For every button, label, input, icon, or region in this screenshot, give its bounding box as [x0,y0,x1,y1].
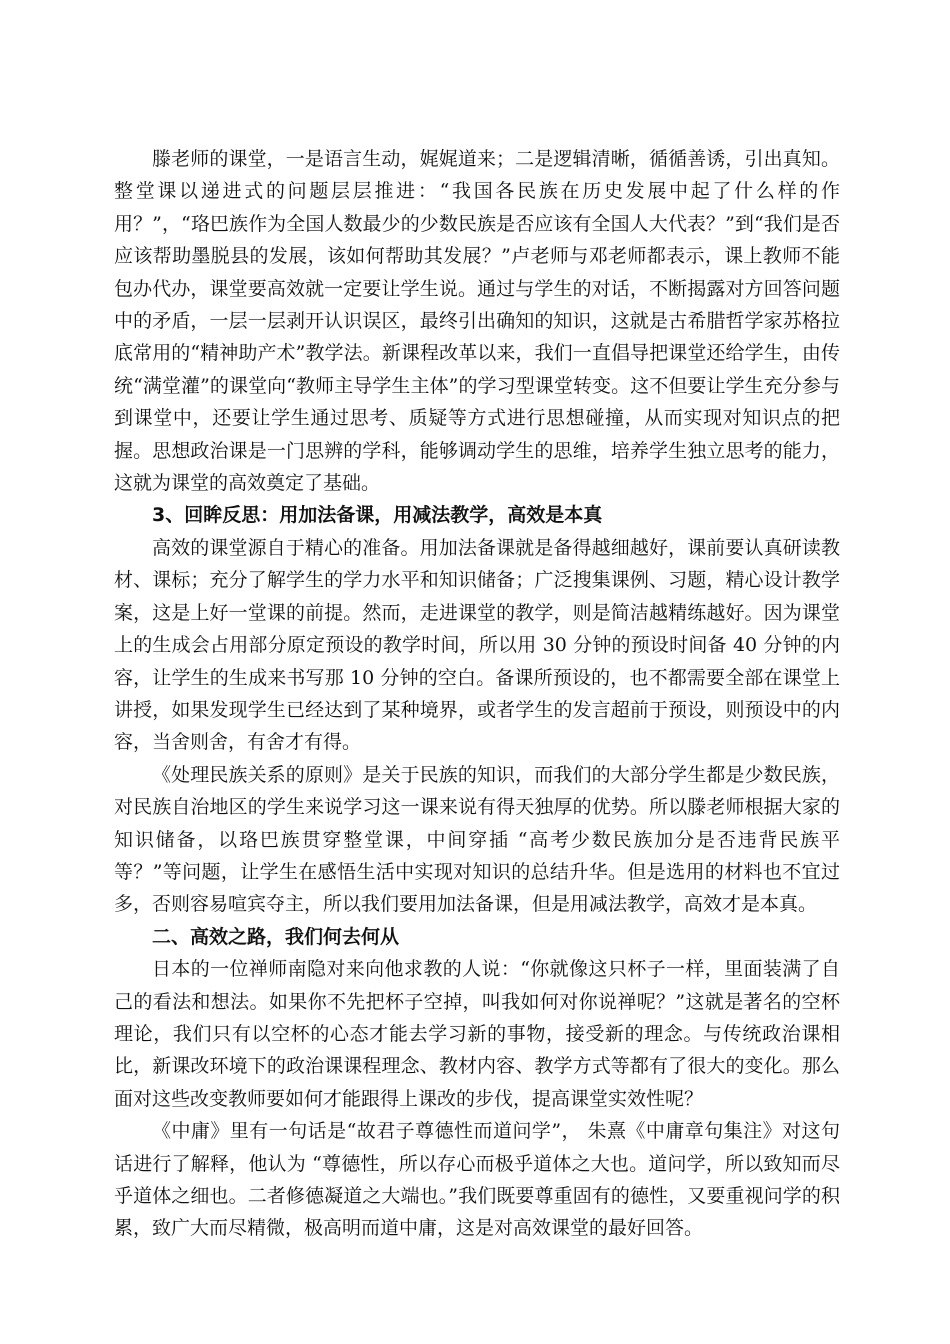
section-heading-reflection: 3、回眸反思：用加法备课，用减法教学，高效是本真 [152,504,603,527]
paragraph-lesson-preparation: 高效的课堂源自于精心的准备。用加法备课就是备得越细越好，课前要认真研读教材、课标；充分了解学生的学力水平和知识储备；广泛搜集课例、习题，精心设计教学案，这是上好一堂课的前提。然而，走进课堂的教学，则是简洁越精练越好。因为课堂上的生成会占用部分原定预设的教学时间，所以用 30 分钟的预设时间备 40 分钟的内容，让学生的生成来书写那 10 分钟的空白。备课所预设的，也不都需要全部在课堂上讲授，如果发现学生已经达到了某种境界，或者学生的发言超前于预设，则预设中的内容，当舍则舍，有舍才有得。 [114,536,840,754]
paragraph-classroom-dialogue: 滕老师的课堂，一是语言生动，娓娓道来；二是逻辑清晰，循循善诱，引出真知。整堂课以递进式的问题层层推进：“我国各民族在历史发展中起了什么样的作用？”，“珞巴族作为全国人数最少的少数民族是否应该有全国人大代表？”到“我们是否应该帮助墨脱县的发展，该如何帮助其发展？”卢老师与邓老师都表示，课上教师不能包办代办，课堂要高效就一定要让学生说。通过与学生的对话，不断揭露对方回答问题中的矛盾，一层一层剥开认识误区，最终引出确知的知识，这就是古希腊哲学家苏格拉底常用的“精神助产术”教学法。新课程改革以来，我们一直倡导把课堂还给学生，由传统“满堂灌”的课堂向“教师主导学生主体”的学习型课堂转变。这不但要让学生充分参与到课堂中，还要让学生通过思考、质疑等方式进行思想碰撞，从而实现对知识点的把握。思想政治课是一门思辨的学科，能够调动学生的思维，培养学生独立思考的能力，这就为课堂的高效奠定了基础。 [114,148,840,495]
paragraph-zhongyong: 《中庸》里有一句话是“故君子尊德性而道问学”， 朱熹《中庸章句集注》对这句话进行了解释，他认为 “尊德性，所以存心而极乎道体之大也。道问学，所以致知而尽乎道体之细也。二者修德凝道之大端也。”我们既要尊重固有的德性，又要重视问学的积累，致广大而尽精微，极高明而道中庸，这是对高效课堂的最好回答。 [114,1120,840,1240]
paragraph-empty-cup: 日本的一位禅师南隐对来向他求教的人说：“你就像这只杯子一样，里面装满了自己的看法和想法。如果你不先把杯子空掉，叫我如何对你说禅呢？”这就是著名的空杯理论，我们只有以空杯的心态才能去学习新的事物，接受新的理念。与传统政治课相比，新课改环境下的政治课课程理念、教材内容、教学方式等都有了很大的变化。那么面对这些改变教师要如何才能跟得上课改的步伐，提高课堂实效性呢？ [114,958,840,1110]
paragraph-ethnic-relations: 《处理民族关系的原则》是关于民族的知识，而我们的大部分学生都是少数民族，对民族自治地区的学生来说学习这一课来说有得天独厚的优势。所以滕老师根据大家的知识储备，以珞巴族贯穿整堂课，中间穿插 “高考少数民族加分是否违背民族平等？”等问题，让学生在感悟生活中实现对知识的总结升华。但是选用的材料也不宜过多，否则容易喧宾夺主，所以我们要用加法备课，但是用减法教学，高效才是本真。 [114,763,840,916]
section-heading-path: 二、高效之路，我们何去何从 [152,925,400,948]
document-body [114,143,840,1245]
